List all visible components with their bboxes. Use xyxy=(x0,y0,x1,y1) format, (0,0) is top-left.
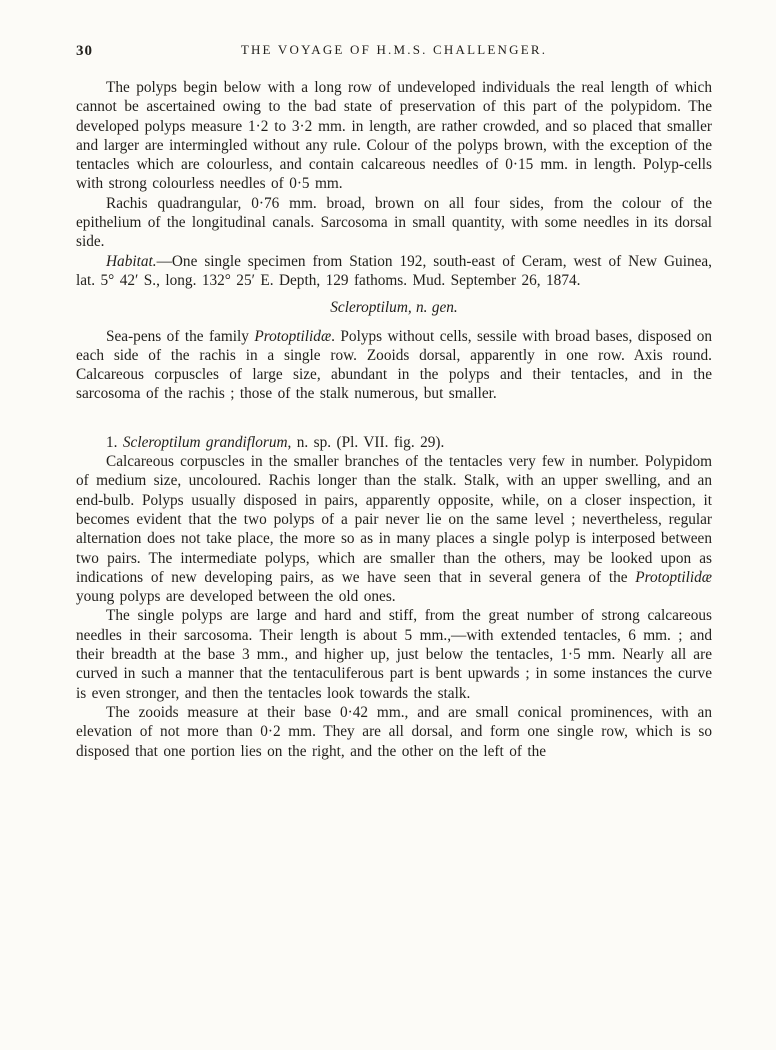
paragraph-habitat xyxy=(76,252,712,291)
species-name-italic: Scleroptilum grandiflorum xyxy=(122,433,288,451)
paragraph-polyps-description: The polyps begin below with a long row of undeveloped individuals the real length of which cannot be ascertained owing to the bad state of preservation of this part of the polypidom. The developed polyps measure 1·2 to 3·2 mm. in length, are rather crowded, and so placed that smaller and larger are intermingled without any rule. Colour of the polyps brown, with the exception of the tentacles which are colourless, and contain calcareous needles of 0·15 mm. in length. Polyp-cells with strong colourless needles of 0·5 mm. xyxy=(76,79,712,193)
text-run: Calcareous corpuscles in the smaller branches of the tentacles very few in number. Polypidom of medium size, uncoloured. Rachis longer than the stalk. Stalk, with an upper swelling, and an end-bulb. Polyps usually disposed in pairs, apparently opposite, while, on a closer inspection, it becomes evident that the two polyps of a pair never lie on the same level ; nevertheless, regular alternation does not take place, the more so as in many places a single polyp is interposed between two pairs. The intermediate polyps, which are smaller than the others, may be looked upon as indications of new developing pairs, as we have seen that in several genera of the xyxy=(76,453,712,586)
running-title: THE VOYAGE OF H.M.S. CHALLENGER. xyxy=(240,42,548,57)
species-number: 1. xyxy=(106,433,123,451)
text-run: young polyps are developed between the old ones. xyxy=(76,588,396,606)
species-plate-reference: , n. sp. (Pl. VII. fig. 29). xyxy=(287,433,445,451)
species-heading xyxy=(76,433,712,452)
page-number: 30 xyxy=(76,43,93,59)
paragraph-zooids: The zooids measure at their base 0·42 mm., and are small conical prominences, with an elevation of not more than 0·2 mm. They are all dorsal, and form one single row, which is so disposed that one portion lies on the right, and the other on the left of the xyxy=(76,703,712,760)
paragraph-rachis-description: Rachis quadrangular, 0·76 mm. broad, brown on all four sides, from the colour of the epithelium of the longitudinal canals. Sarcosoma in small quantity, with some needles in its dorsal side. xyxy=(76,194,712,251)
paragraph-genus-diagnosis xyxy=(76,327,712,404)
text-run: Sea-pens of the family xyxy=(106,327,255,345)
family-name-italic: Protoptilidæ xyxy=(254,327,332,345)
habitat-text: —One single specimen from Station 192, south-east of Ceram, west of New Guinea, lat. 5° 42′ S., long. 132° 25′ E. Depth, 129 fathoms. Mud. September 26, 1874. xyxy=(76,252,712,289)
page-body xyxy=(76,78,712,761)
paragraph-species-description xyxy=(76,452,712,606)
family-name-italic: Protoptilidæ xyxy=(635,568,712,586)
habitat-label: Habitat. xyxy=(106,252,157,270)
genus-heading: Scleroptilum, n. gen. xyxy=(330,299,458,317)
page-header xyxy=(76,42,712,62)
paragraph-single-polyps: The single polyps are large and hard and stiff, from the great number of strong calcareous needles in their sarcosoma. Their length is about 5 mm.,—with extended tentacles, 6 mm. ; and their breadth at the base 3 mm., and higher up, just below the tentacles, 1·5 mm. Nearly all are curved in such a manner that the tentaculiferous part is bent upwards ; in some instances the curve is even stronger, and then the tentacles look towards the stalk. xyxy=(76,607,712,702)
text-run: . Polyps without cells, sessile with broad bases, disposed on each side of the rachis in a single row. Zooids dorsal, apparently in one row. Axis round. Calcareous corpuscles of large size, abundant in the polyps and their tentacles, and in the sarcosoma of the rachis ; those of the stalk numerous, but smaller. xyxy=(76,327,713,403)
